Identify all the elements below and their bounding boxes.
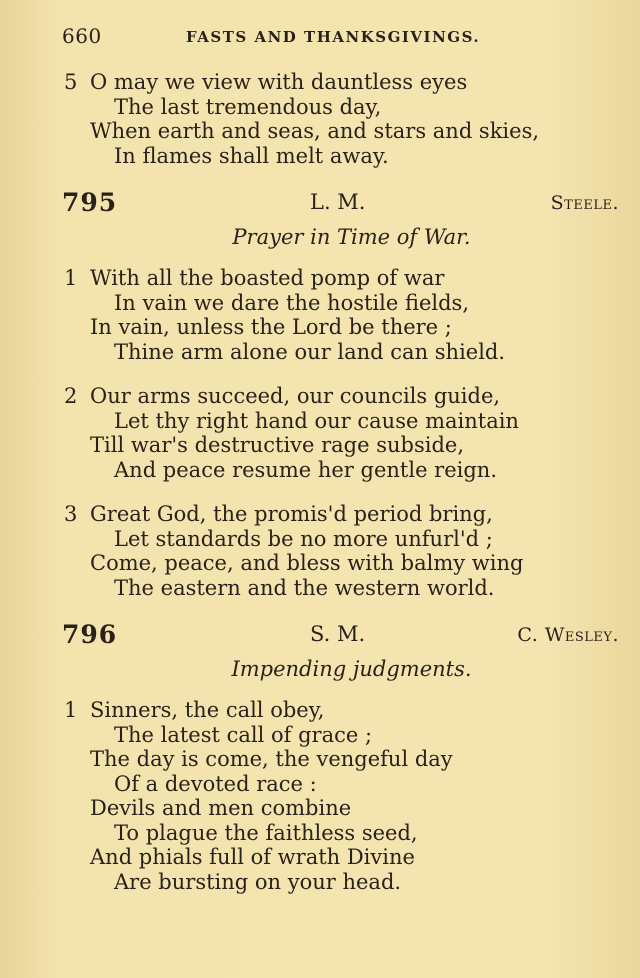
running-head: FASTS AND THANKSGIVINGS. [186,28,481,46]
stanza [62,502,617,600]
page-number: 660 [62,24,102,48]
stanza-line: In vain we dare the hostile fields, [114,290,470,315]
line-text: O may we view with dauntless eyes [90,70,468,94]
line-text: Sinners, the call obey, [90,698,325,722]
stanza-number: 1 [64,266,78,290]
stanza-number: 2 [64,384,78,408]
stanza-line [62,266,617,291]
intro-stanza [62,70,617,168]
line-text: Our arms succeed, our councils guide, [90,384,501,408]
stanza-line [62,384,617,409]
hymn-795 [62,188,617,600]
stanza-number: 1 [64,698,78,722]
hymn-796 [62,620,617,894]
hymn-number: 796 [62,620,118,649]
stanza-line [62,70,617,95]
stanza-number: 5 [64,70,78,94]
hymn-title: Prayer in Time of War. [232,225,471,249]
stanza [62,698,617,894]
stanza-line: Let thy right hand our cause maintain [114,408,519,433]
line-text: Great God, the promis'd period bring, [90,502,493,526]
stanza-line [62,502,617,527]
stanza-line: And phials full of wrath Divine [90,845,415,869]
stanza-number: 3 [64,502,78,526]
stanza-line: In flames shall melt away. [114,143,389,168]
stanza-line: Till war's destructive rage subside, [90,433,465,457]
stanza-line: Thine arm alone our land can shield. [114,339,506,364]
page-header [62,24,612,50]
hymn-meter: L. M. [310,190,366,214]
stanza-line: Let standards be no more unfurl'd ; [114,526,493,551]
page-content [62,70,617,914]
stanza [62,384,617,482]
stanza-line: When earth and seas, and stars and skies, [90,119,540,143]
stanza-line: Come, peace, and bless with balmy wing [90,551,524,575]
line-text: With all the boasted pomp of war [90,266,445,290]
hymn-heading [62,188,617,220]
stanza-line: Are bursting on your head. [114,869,402,894]
hymn-author: Steele. [550,192,619,214]
hymn-heading [62,620,617,652]
stanza-line: The latest call of grace ; [114,722,373,747]
stanza-line: Of a devoted race : [114,771,317,796]
hymn-title: Impending judgments. [231,657,472,681]
hymn-meter: S. M. [310,622,366,646]
stanza-line: The last tremendous day, [114,94,382,119]
stanza [62,266,617,364]
hymn-author: C. Wesley. [517,624,619,646]
stanza-line [62,698,617,723]
stanza-line: And peace resume her gentle reign. [114,457,497,482]
stanza-line: The eastern and the western world. [114,575,495,600]
stanza-line: Devils and men combine [90,796,352,820]
hymn-number: 795 [62,188,118,217]
stanza-line: In vain, unless the Lord be there ; [90,315,452,339]
stanza-line: To plague the faithless seed, [114,820,418,845]
stanza-line: The day is come, the vengeful day [90,747,453,771]
